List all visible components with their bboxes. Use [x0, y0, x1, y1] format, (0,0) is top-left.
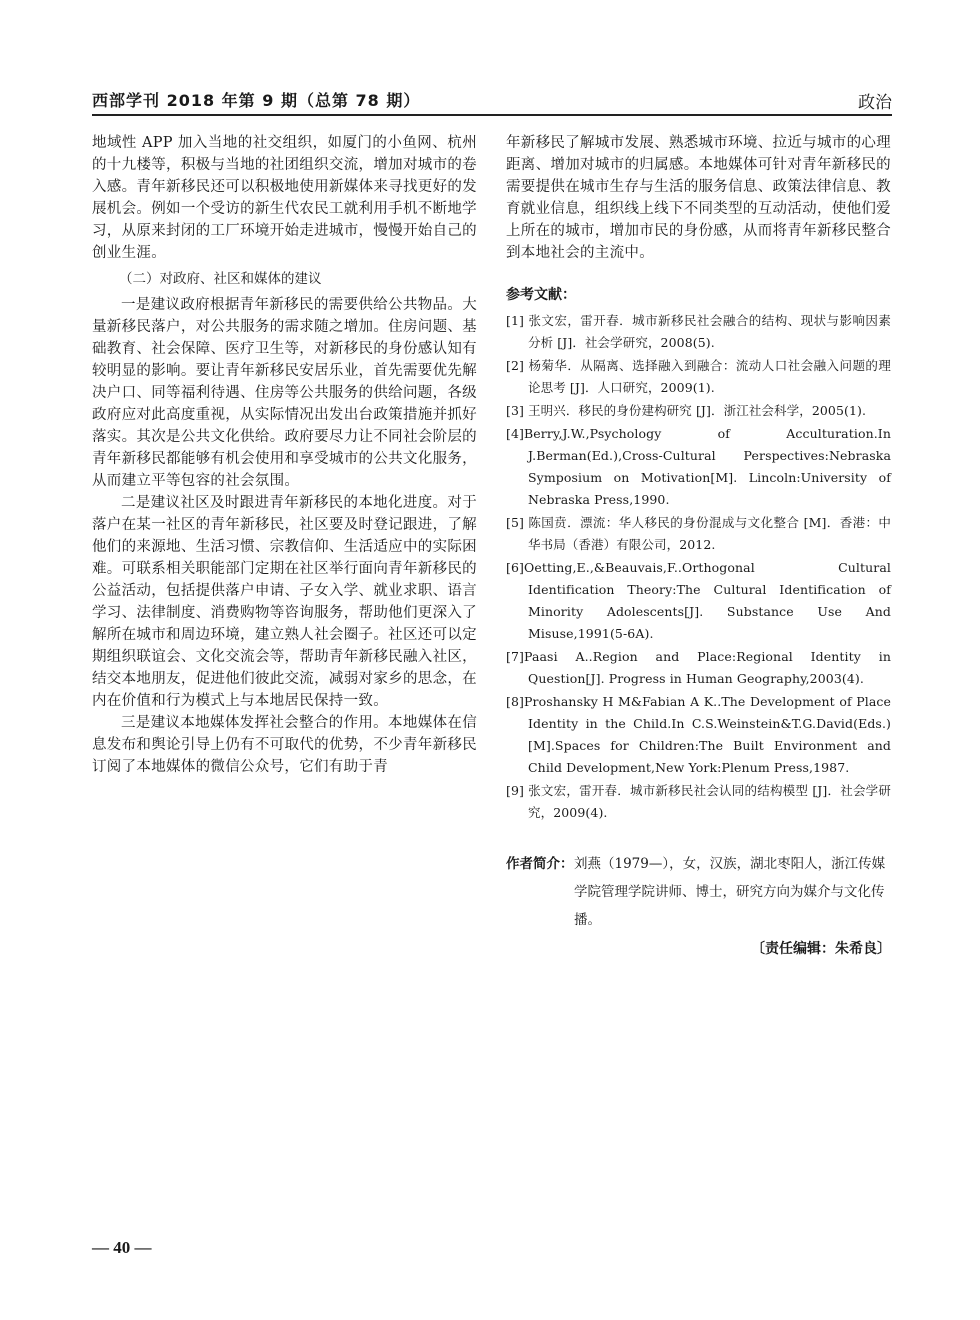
- reference-item: [1] 张文宏，雷开春．城市新移民社会融合的结构、现状与影响因素分析 [J]．社会学研究，2008(5).: [506, 313, 891, 350]
- reference-item: [4]Berry,J.W.,Psychology of Acculturation.In J.Berman(Ed.),Cross-Cultural Perspectives:Nebraska Symposium on Motivation[M]. Lincoln:University of Nebraska Press,1990.: [506, 426, 891, 507]
- header-rule: [92, 114, 892, 116]
- references-heading: 参考文献：: [506, 287, 576, 303]
- body-paragraph: 一是建议政府根据青年新移民的需要供给公共物品。大量新移民落户，对公共服务的需求随之增加。住房问题、基础教育、社会保障、医疗卫生等，对新移民的身份感认知有较明显的影响。要让青年新移民安居乐业，首先需要优先解决户口、同等福利待遇、住房等公共服务的供给问题，各级政府应对此高度重视，从实际情况出发出台政策措施并抓好落实。其次是公共文化供给。政府要尽力让不同社会阶层的青年新移民都能够有机会使用和享受城市的公共文化服务，从而建立平等包容的社会氛围。: [92, 297, 477, 489]
- author-bio: [506, 850, 891, 934]
- reference-item: [8]Proshansky H M&Fabian A K..The Development of Place Identity in the Child.In C.S.Weinstein&T.G.David(Eds.) [M].Spaces for Children:The Built Environment and Child Development,New York:Plenum Press,1987.: [506, 694, 891, 775]
- right-column: [506, 132, 891, 958]
- reference-item: [7]Paasi A..Region and Place:Regional Identity in Question[J]. Progress in Human Geography,2003(4).: [506, 649, 891, 686]
- reference-list: [506, 310, 891, 824]
- reference-item: [3] 王明兴．移民的身份建构研究 [J]．浙江社会科学，2005(1).: [506, 403, 867, 418]
- author-bio-text: 刘燕（1979—），女，汉族，湖北枣阳人，浙江传媒学院管理学院讲师、博士，研究方向为媒介与文化传播。: [574, 856, 886, 928]
- body-paragraph: 二是建议社区及时跟进青年新移民的本地化进度。对于落户在某一社区的青年新移民，社区要及时登记跟进，了解他们的来源地、生活习惯、宗教信仰、生活适应中的实际困难。可联系相关职能部门定期在社区举行面向青年新移民的公益活动，包括提供落户申请、子女入学、就业求职、语言学习、法律制度、消费购物等咨询服务，帮助他们更深入了解所在城市和周边环境，建立熟人社会圈子。社区还可以定期组织联谊会、文化交流会等，帮助青年新移民融入社区，结交本地朋友，促进他们彼此交流，减弱对家乡的思念，在内在价值和行为模式上与本地居民保持一致。: [92, 495, 477, 709]
- body-paragraph: 年新移民了解城市发展、熟悉城市环境、拉近与城市的心理距离、增加对城市的归属感。本地媒体可针对青年新移民的需要提供在城市生存与生活的服务信息、政策法律信息、教育就业信息，组织线上线下不同类型的互动活动，使他们爱上所在的城市，增加市民的身份感，从而将青年新移民整合到本地社会的主流中。: [506, 135, 891, 261]
- reference-item: [5] 陈国贲．漂流：华人移民的身份混成与文化整合 [M]．香港：中华书局（香港）有限公司，2012.: [506, 515, 891, 552]
- reference-item: [9] 张文宏，雷开春．城市新移民社会认同的结构模型 [J]．社会学研究，2009(4).: [506, 783, 891, 820]
- section-label: 政治: [858, 93, 892, 113]
- author-bio-label: 作者简介：: [506, 856, 574, 872]
- page-number: — 40 —: [92, 1238, 152, 1257]
- body-paragraph: 三是建议本地媒体发挥社会整合的作用。本地媒体在信息发布和舆论引导上仍有不可取代的优势，不少青年新移民订阅了本地媒体的微信公众号，它们有助于青: [92, 715, 477, 775]
- running-header: [92, 86, 892, 114]
- body-paragraph: 地域性 APP 加入当地的社交组织，如厦门的小鱼网、杭州的十九楼等，积极与当地的社团组织交流，增加对城市的卷入感。青年新移民还可以积极地使用新媒体来寻找更好的发展机会。例如一个受访的新生代农民工就利用手机不断地学习，从原来封闭的工厂环境开始走进城市，慢慢开始自己的创业生涯。: [92, 135, 477, 261]
- journal-title: 西部学刊 2018 年第 9 期（总第 78 期）: [92, 91, 421, 110]
- left-column: [92, 132, 477, 778]
- section-subheading: （二）对政府、社区和媒体的建议: [119, 271, 322, 287]
- reference-item: [6]Oetting,E.,&Beauvais,F..Orthogonal Cultural Identification Theory:The Cultural Identification of Minority Adolescents[J]. Substance Use And Misuse,1991(5-6A).: [506, 560, 891, 641]
- reference-item: [2] 杨菊华．从隔离、选择融入到融合：流动人口社会融入问题的理论思考 [J]．人口研究，2009(1).: [506, 358, 891, 395]
- responsible-editor: 〔责任编辑：朱希良〕: [751, 941, 891, 957]
